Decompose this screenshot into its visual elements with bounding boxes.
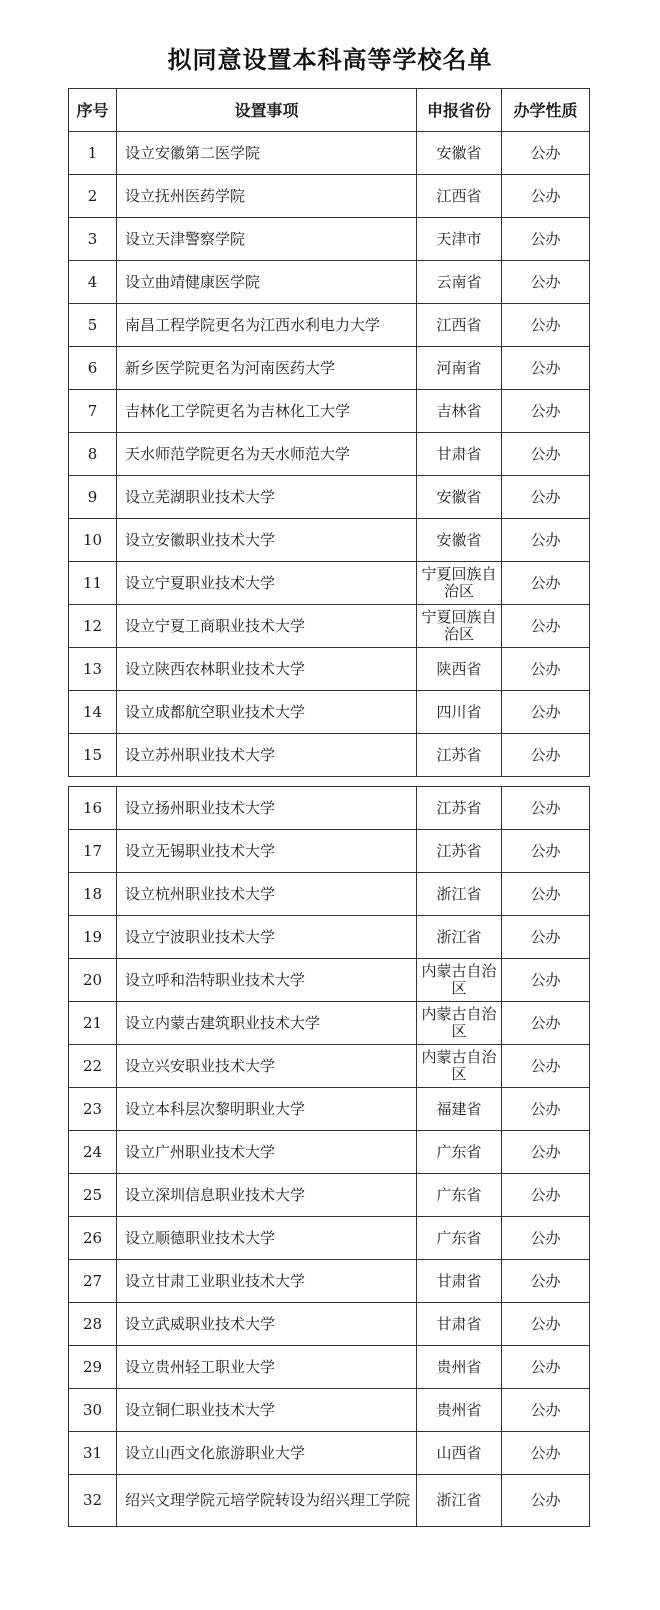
header-item: 设置事项 [117,89,417,132]
cell-item [117,1131,417,1174]
cell-nature: 公办 [502,648,590,691]
cell-item [117,1346,417,1389]
cell-item [117,1174,417,1217]
cell-province [417,1045,502,1088]
cell-no: 6 [69,347,117,390]
cell-item-text: 设立成都航空职业技术大学 [125,702,306,721]
cell-item [117,1389,417,1432]
cell-item-text: 设立杭州职业技术大学 [125,884,276,903]
cell-nature: 公办 [502,1260,590,1303]
cell-province-text: 江西省 [436,186,482,205]
cell-province-text: 山西省 [436,1443,482,1462]
cell-item [117,648,417,691]
cell-no: 25 [69,1174,117,1217]
cell-item-text: 设立安徽职业技术大学 [125,530,276,549]
cell-item [117,830,417,873]
table-row [69,830,590,873]
cell-province [417,1475,502,1527]
cell-province-text: 宁夏回族自治区 [421,565,497,600]
header-province: 申报省份 [417,89,502,132]
cell-province-text: 河南省 [436,358,482,377]
cell-nature: 公办 [502,433,590,476]
cell-no: 8 [69,433,117,476]
table-row [69,1432,590,1475]
cell-no: 31 [69,1432,117,1475]
cell-no: 17 [69,830,117,873]
table-row [69,218,590,261]
cell-item [117,1088,417,1131]
cell-nature: 公办 [502,1432,590,1475]
cell-province [417,830,502,873]
cell-nature: 公办 [502,304,590,347]
cell-item-text: 天水师范学院更名为天水师范大学 [125,444,351,463]
cell-province [417,1260,502,1303]
cell-province-text: 四川省 [436,702,482,721]
cell-item [117,390,417,433]
cell-item-text: 设立安徽第二医学院 [125,143,261,162]
cell-nature: 公办 [502,1217,590,1260]
table-row [69,648,590,691]
cell-nature: 公办 [502,175,590,218]
cell-province-text: 内蒙古自治区 [421,962,497,997]
cell-province [417,1389,502,1432]
schools-table-part-2 [68,786,590,1527]
cell-item-text: 设立呼和浩特职业技术大学 [125,970,306,989]
cell-no: 13 [69,648,117,691]
cell-province-text: 浙江省 [436,927,482,946]
cell-nature: 公办 [502,562,590,605]
cell-province-text: 安徽省 [436,530,482,549]
cell-province [417,1432,502,1475]
cell-no: 21 [69,1002,117,1045]
cell-province-text: 广东省 [436,1185,482,1204]
cell-province-text: 安徽省 [436,143,482,162]
cell-item-text: 设立贵州轻工职业大学 [125,1357,276,1376]
cell-item [117,347,417,390]
cell-province [417,1131,502,1174]
table-row [69,1346,590,1389]
cell-nature: 公办 [502,787,590,830]
cell-no: 30 [69,1389,117,1432]
cell-province [417,1088,502,1131]
cell-no: 22 [69,1045,117,1088]
cell-item [117,959,417,1002]
cell-province [417,476,502,519]
cell-item-text: 设立本科层次黎明职业大学 [125,1099,306,1118]
cell-no: 3 [69,218,117,261]
cell-province-text: 甘肃省 [436,1271,482,1290]
cell-item [117,1432,417,1475]
table-row [69,562,590,605]
cell-no: 23 [69,1088,117,1131]
cell-no: 18 [69,873,117,916]
cell-item-text: 设立天津警察学院 [125,229,246,248]
cell-province-text: 江苏省 [436,841,482,860]
cell-nature: 公办 [502,734,590,777]
cell-item-text: 设立顺德职业技术大学 [125,1228,276,1247]
cell-nature: 公办 [502,132,590,175]
cell-nature: 公办 [502,830,590,873]
cell-item-text: 设立武威职业技术大学 [125,1314,276,1333]
cell-nature: 公办 [502,1389,590,1432]
cell-nature: 公办 [502,1475,590,1527]
table-row [69,1088,590,1131]
cell-no: 24 [69,1131,117,1174]
table-row [69,476,590,519]
table-row [69,1174,590,1217]
cell-item [117,1475,417,1527]
cell-province [417,648,502,691]
cell-no: 11 [69,562,117,605]
cell-province-text: 内蒙古自治区 [421,1005,497,1040]
cell-item-text: 设立广州职业技术大学 [125,1142,276,1161]
cell-no: 29 [69,1346,117,1389]
cell-nature: 公办 [502,519,590,562]
cell-item-text: 设立扬州职业技术大学 [125,798,276,817]
cell-province [417,605,502,648]
cell-province-text: 甘肃省 [436,1314,482,1333]
cell-nature: 公办 [502,691,590,734]
cell-province [417,132,502,175]
table-row [69,261,590,304]
table-row [69,175,590,218]
table-row [69,390,590,433]
cell-no: 20 [69,959,117,1002]
cell-no: 19 [69,916,117,959]
cell-no: 7 [69,390,117,433]
cell-no: 28 [69,1303,117,1346]
cell-province-text: 江苏省 [436,798,482,817]
table-row [69,691,590,734]
table-row [69,734,590,777]
cell-province [417,1174,502,1217]
cell-nature: 公办 [502,605,590,648]
table-row [69,916,590,959]
cell-item-text: 设立无锡职业技术大学 [125,841,276,860]
table-row [69,1389,590,1432]
cell-province [417,304,502,347]
cell-province-text: 江西省 [436,315,482,334]
cell-no: 15 [69,734,117,777]
cell-province [417,873,502,916]
cell-item [117,1260,417,1303]
cell-province [417,1303,502,1346]
cell-no: 14 [69,691,117,734]
cell-no: 1 [69,132,117,175]
table-row [69,605,590,648]
header-nature: 办学性质 [502,89,590,132]
cell-province-text: 天津市 [436,229,482,248]
cell-item-text: 设立深圳信息职业技术大学 [125,1185,306,1204]
cell-item [117,787,417,830]
cell-province [417,562,502,605]
cell-nature: 公办 [502,873,590,916]
cell-province-text: 浙江省 [436,884,482,903]
cell-province-text: 广东省 [436,1142,482,1161]
cell-province [417,519,502,562]
cell-item-text: 设立内蒙古建筑职业技术大学 [125,1013,321,1032]
cell-province-text: 广东省 [436,1228,482,1247]
table-row [69,1260,590,1303]
table-row [69,1217,590,1260]
cell-nature: 公办 [502,1303,590,1346]
cell-item-text: 设立苏州职业技术大学 [125,745,276,764]
cell-item [117,691,417,734]
cell-no: 26 [69,1217,117,1260]
cell-province [417,433,502,476]
cell-province [417,734,502,777]
cell-nature: 公办 [502,916,590,959]
cell-item [117,734,417,777]
cell-nature: 公办 [502,218,590,261]
table-row [69,1131,590,1174]
page-title: 拟同意设置本科高等学校名单 [167,46,493,74]
table-row [69,347,590,390]
cell-province [417,218,502,261]
cell-province-text: 云南省 [436,272,482,291]
cell-province [417,1346,502,1389]
cell-province [417,175,502,218]
cell-item [117,261,417,304]
cell-nature: 公办 [502,1045,590,1088]
cell-no: 16 [69,787,117,830]
cell-item [117,304,417,347]
cell-item [117,175,417,218]
table-row [69,132,590,175]
cell-item [117,1002,417,1045]
cell-item [117,132,417,175]
cell-item [117,433,417,476]
cell-item-text: 设立抚州医药学院 [125,186,246,205]
cell-no: 32 [69,1475,117,1527]
table-row [69,1045,590,1088]
cell-province-text: 吉林省 [436,401,482,420]
cell-province-text: 宁夏回族自治区 [421,608,497,643]
table-row [69,433,590,476]
cell-nature: 公办 [502,390,590,433]
schools-table-part-1 [68,88,590,777]
cell-item-text: 设立曲靖健康医学院 [125,272,261,291]
cell-province-text: 安徽省 [436,487,482,506]
cell-item-text: 设立兴安职业技术大学 [125,1056,276,1075]
cell-nature: 公办 [502,1088,590,1131]
cell-item [117,1045,417,1088]
cell-item [117,873,417,916]
cell-no: 2 [69,175,117,218]
cell-province [417,691,502,734]
cell-item-text: 设立山西文化旅游职业大学 [125,1443,306,1462]
table-row [69,959,590,1002]
cell-province [417,1217,502,1260]
cell-nature: 公办 [502,1131,590,1174]
cell-province-text: 贵州省 [436,1357,482,1376]
cell-nature: 公办 [502,261,590,304]
cell-province-text: 浙江省 [436,1491,482,1509]
table-row [69,787,590,830]
cell-province [417,787,502,830]
cell-item [117,916,417,959]
cell-item-text: 设立陕西农林职业技术大学 [125,659,306,678]
cell-province-text: 陕西省 [436,659,482,678]
cell-nature: 公办 [502,476,590,519]
cell-item [117,605,417,648]
cell-province [417,261,502,304]
cell-no: 5 [69,304,117,347]
cell-nature: 公办 [502,1174,590,1217]
cell-item [117,476,417,519]
cell-item [117,562,417,605]
table-row [69,1303,590,1346]
cell-province-text: 福建省 [436,1099,482,1118]
cell-province [417,1002,502,1045]
cell-nature: 公办 [502,1002,590,1045]
cell-nature: 公办 [502,347,590,390]
cell-province [417,916,502,959]
cell-item [117,218,417,261]
cell-nature: 公办 [502,1346,590,1389]
cell-province-text: 贵州省 [436,1400,482,1419]
cell-item-text: 设立铜仁职业技术大学 [125,1400,276,1419]
cell-no: 4 [69,261,117,304]
cell-province-text: 甘肃省 [436,444,482,463]
table-row [69,519,590,562]
cell-item [117,519,417,562]
cell-province [417,390,502,433]
cell-item-text: 设立甘肃工业职业技术大学 [125,1271,306,1290]
table-row [69,873,590,916]
cell-item-text: 南昌工程学院更名为江西水利电力大学 [125,315,381,334]
cell-no: 27 [69,1260,117,1303]
cell-item-text: 设立宁夏职业技术大学 [125,573,276,592]
cell-nature: 公办 [502,959,590,1002]
cell-province-text: 内蒙古自治区 [421,1048,497,1083]
cell-item-text: 设立芜湖职业技术大学 [125,487,276,506]
table-row [69,1475,590,1527]
cell-item-text: 新乡医学院更名为河南医药大学 [125,358,336,377]
cell-province [417,959,502,1002]
table-row [69,1002,590,1045]
cell-no: 9 [69,476,117,519]
cell-item-text: 吉林化工学院更名为吉林化工大学 [125,401,351,420]
cell-item-text: 绍兴文理学院元培学院转设为绍兴理工学院 [125,1491,411,1509]
cell-item-text: 设立宁波职业技术大学 [125,927,276,946]
cell-item [117,1303,417,1346]
header-no: 序号 [69,89,117,132]
cell-no: 10 [69,519,117,562]
cell-item-text: 设立宁夏工商职业技术大学 [125,616,306,635]
cell-province [417,347,502,390]
table-header-row [69,89,590,132]
cell-province-text: 江苏省 [436,745,482,764]
table-row [69,304,590,347]
cell-no: 12 [69,605,117,648]
cell-item [117,1217,417,1260]
